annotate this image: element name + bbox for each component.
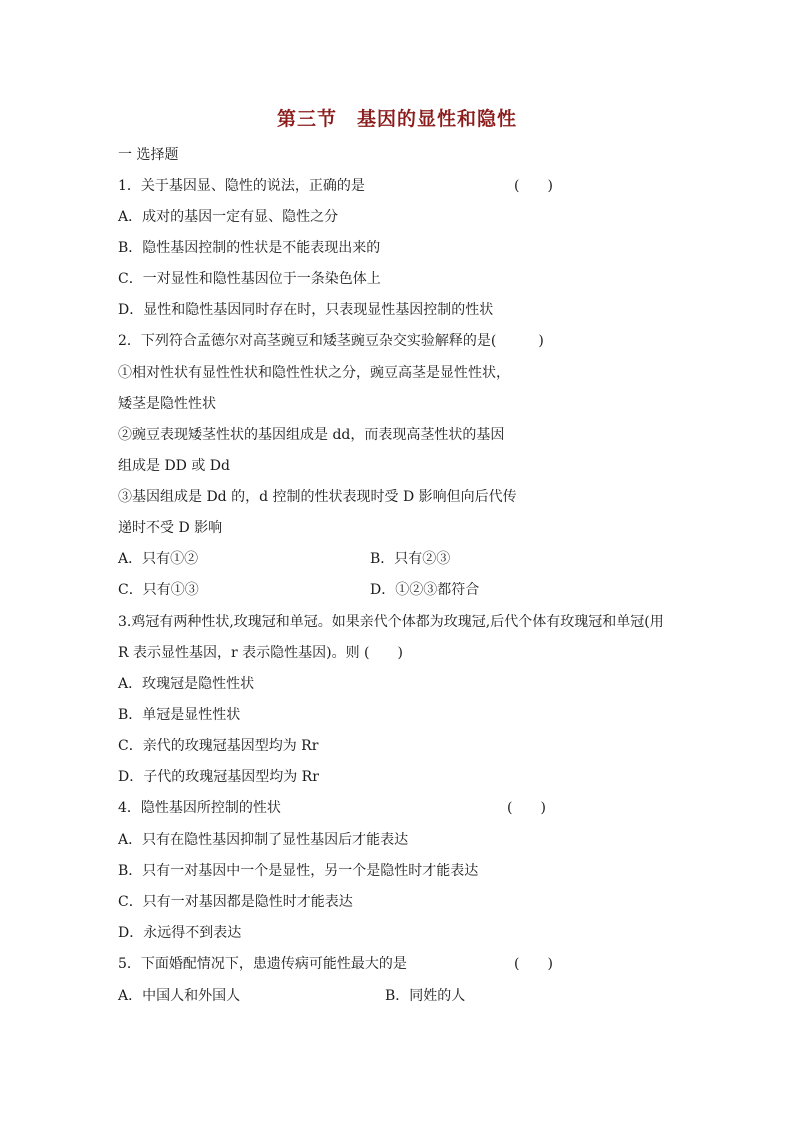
page-title: 第三节 基因的显性和隐性 [276, 108, 517, 130]
question-3-option-d: D．子代的玫瑰冠基因型均为 Rr [118, 769, 319, 785]
question-3-stem-line-1: 3.鸡冠有两种性状,玫瑰冠和单冠。如果亲代个体都为玫瑰冠,后代个体有玫瑰冠和单冠(用 [118, 614, 664, 630]
question-3-stem-line-2: R 表示显性基因，r 表示隐性基因)。则 ( ) [118, 645, 403, 661]
section-heading: 一 选择题 [118, 147, 179, 163]
question-2-statement-1: ①相对性状有显性性状和隐性性状之分，豌豆高茎是显性性状， [118, 365, 510, 381]
question-5-stem: 5．下面婚配情况下，患遗传病可能性最大的是 [118, 956, 407, 972]
question-4-option-d: D．永远得不到表达 [118, 925, 242, 941]
question-2-option-a: A．只有①② [118, 551, 199, 567]
question-1-option-b: B．隐性基因控制的性状是不能表现出来的 [118, 240, 381, 256]
question-4-answer-bracket: ( ) [507, 800, 546, 816]
question-1-option-a: A．成对的基因一定有显、隐性之分 [118, 209, 339, 225]
question-4-option-a: A．只有在隐性基因抑制了显性基因后才能表达 [118, 832, 409, 848]
question-4-option-b: B．只有一对基因中一个是显性，另一个是隐性时才能表达 [118, 863, 479, 879]
question-1-stem: 1．关于基因显、隐性的说法，正确的是 [118, 178, 365, 194]
question-3-option-b: B．单冠是显性性状 [118, 707, 241, 723]
question-1-option-d: D．显性和隐性基因同时存在时，只表现显性基因控制的性状 [118, 302, 494, 318]
question-2-stem: 2．下列符合孟德尔对高茎豌豆和矮茎豌豆杂交实验解释的是( ) [118, 333, 544, 349]
question-3-option-a: A．玫瑰冠是隐性性状 [118, 676, 255, 692]
question-4-option-c: C．只有一对基因都是隐性时才能表达 [118, 894, 353, 910]
question-2-statement-1-cont: 矮茎是隐性性状 [118, 396, 216, 412]
question-5-answer-bracket: ( ) [514, 956, 553, 972]
question-1-option-c: C．一对显性和隐性基因位于一条染色体上 [118, 271, 381, 287]
question-2-statement-3: ③基因组成是 Dd 的，d 控制的性状表现时受 D 影响但向后代传 [118, 489, 517, 505]
question-2-statement-3-cont: 递时不受 D 影响 [118, 520, 223, 536]
question-2-option-b: B．只有②③ [370, 551, 451, 567]
question-5-option-a: A．中国人和外国人 [118, 988, 241, 1004]
question-2-statement-2-cont: 组成是 DD 或 Dd [118, 458, 230, 474]
question-2-option-c: C．只有①③ [118, 582, 199, 598]
question-5-option-b: B．同姓的人 [385, 988, 466, 1004]
question-4-stem: 4．隐性基因所控制的性状 [118, 800, 281, 816]
question-3-option-c: C．亲代的玫瑰冠基因型均为 Rr [118, 738, 319, 754]
question-1-answer-bracket: ( ) [514, 178, 553, 194]
question-2-option-d: D．①②③都符合 [370, 582, 480, 598]
question-2-statement-2: ②豌豆表现矮茎性状的基因组成是 dd，而表现高茎性状的基因 [118, 427, 505, 443]
